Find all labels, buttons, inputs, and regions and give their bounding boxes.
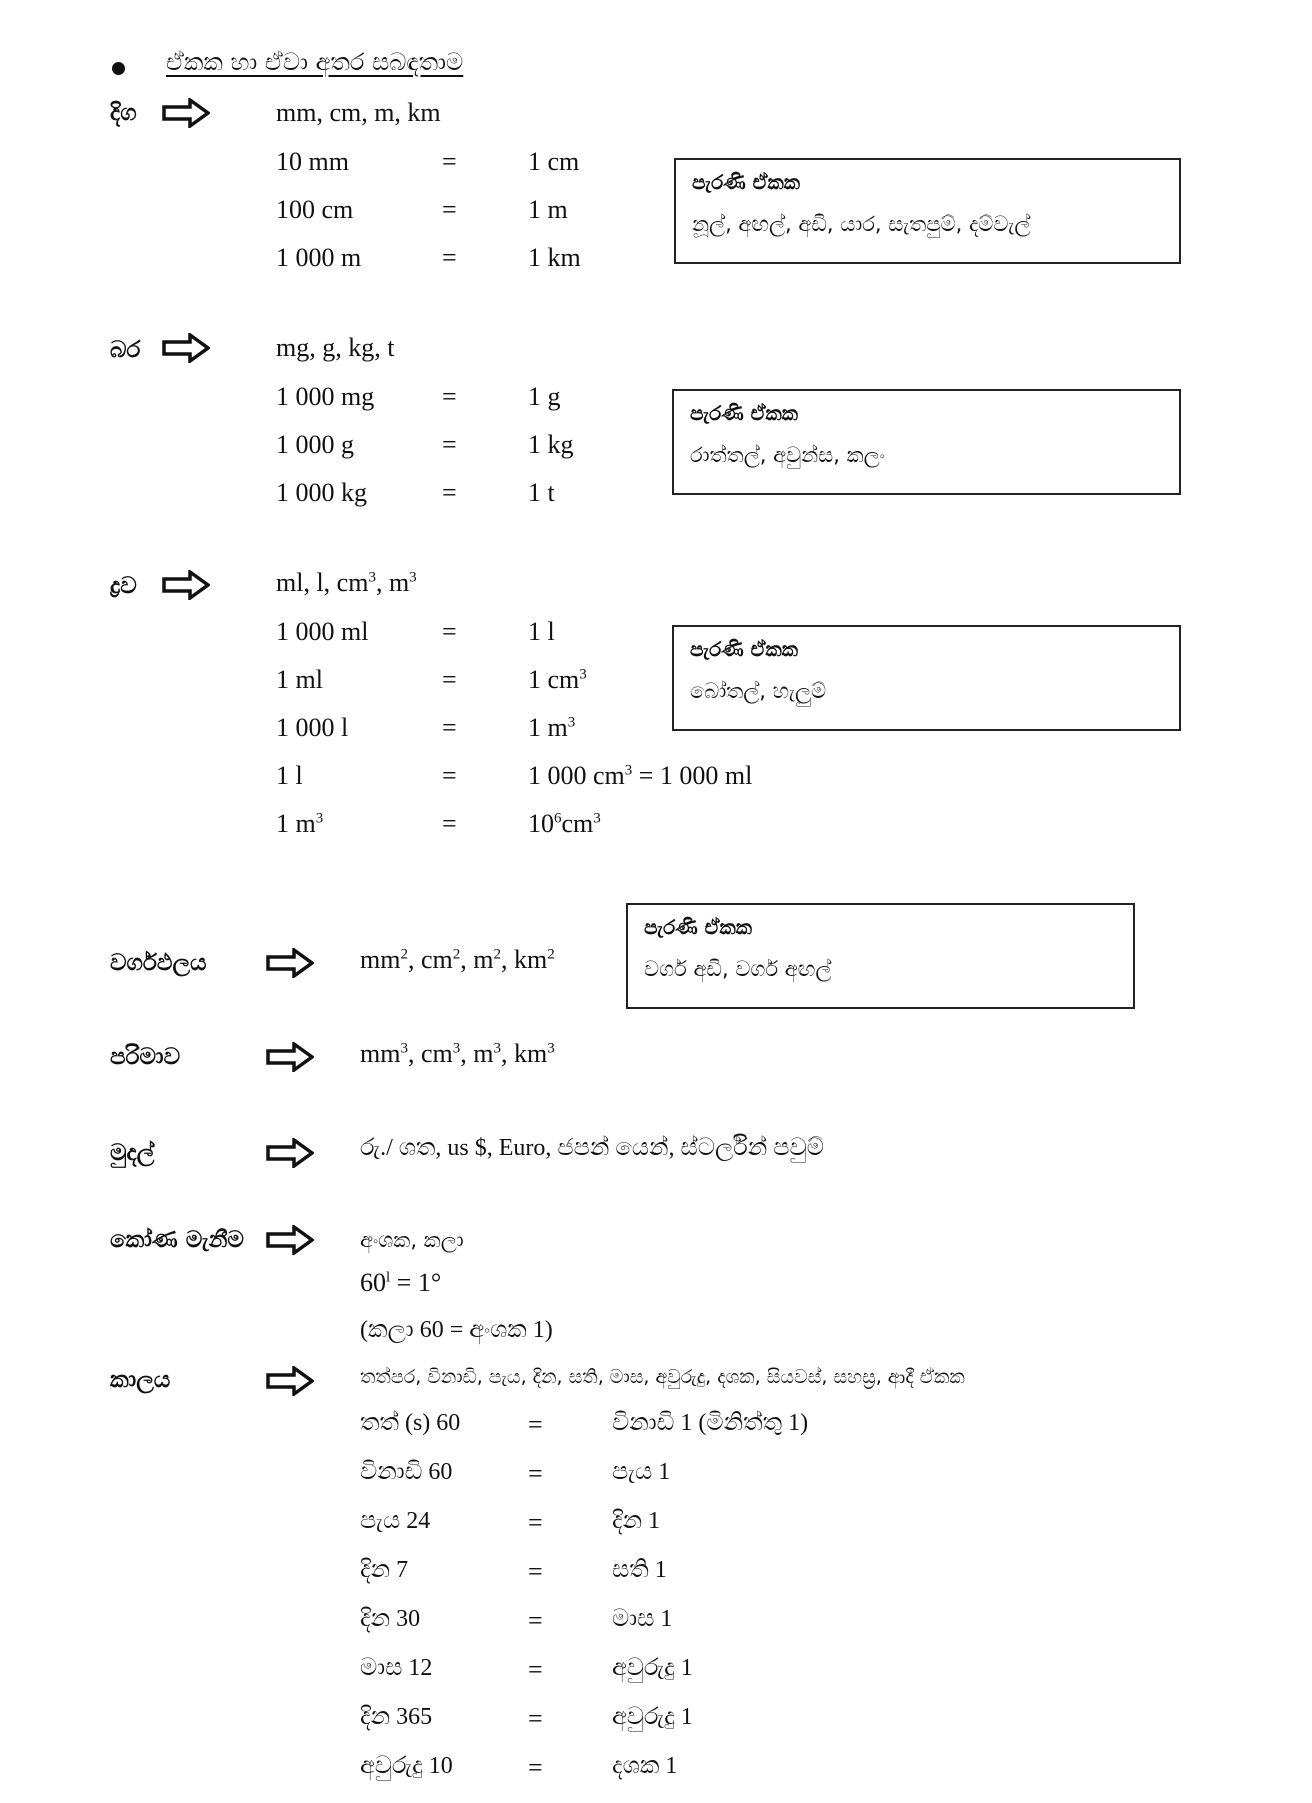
equals-sign: =: [442, 382, 457, 411]
money-label: මුදල්: [110, 1140, 155, 1166]
angle-note: (කලා 60 = අංශක 1): [360, 1317, 553, 1343]
right-arrow-icon: [162, 570, 210, 600]
equals-sign: =: [528, 1557, 543, 1586]
row-left: පැය 24: [360, 1508, 431, 1534]
row-right: 1 000 $cm^3 = 1$ 000 ml: [528, 761, 753, 790]
equals-sign: =: [528, 1753, 543, 1782]
equals-sign: =: [528, 1508, 543, 1537]
equals-sign: =: [442, 430, 457, 459]
box-title: පැරණි ඒකක: [690, 637, 799, 661]
right-arrow-icon: [266, 1138, 314, 1168]
equals-sign: =: [442, 243, 457, 272]
equals-sign: =: [442, 478, 457, 507]
row-right: $10^6cm^3$: [528, 809, 601, 838]
equals-sign: =: [442, 713, 457, 742]
volume-label: පරිමාව: [110, 1044, 181, 1070]
row-left: 1 000 kg: [276, 478, 367, 507]
row-left: දින 30: [360, 1606, 421, 1632]
box-title: පැරණි ඒකක: [644, 915, 753, 939]
box-text: රාත්තල්, අවුන්ස, කලං: [690, 443, 886, 467]
row-right: විනාඩි 1 (මිනිත්තු 1): [612, 1410, 809, 1436]
equals-sign: =: [442, 195, 457, 224]
right-arrow-icon: [266, 1225, 314, 1255]
right-arrow-icon: [266, 948, 314, 978]
row-right: දින 1: [612, 1508, 661, 1534]
mass-units: mg, g, kg, t: [276, 333, 395, 362]
money-units: රු./ ශත, us $, Euro, ජපන් යෙන්, ස්ටර්ලින් පවුම්: [360, 1135, 825, 1161]
box-text: වර්ග අඩි, වර්ග අඟල්: [644, 957, 832, 981]
row-left: අවුරුදු 10: [360, 1753, 453, 1779]
row-right: සති 1: [612, 1557, 667, 1583]
row-left: 1 ml: [276, 665, 323, 694]
old-units-box-length: [674, 158, 1181, 264]
row-left: 1 000 l: [276, 713, 349, 742]
row-left: තත් (s) 60: [360, 1410, 461, 1436]
row-left: 1 000 ml: [276, 617, 369, 646]
row-left: 100 cm: [276, 195, 354, 224]
old-units-box-liquid: [672, 625, 1181, 731]
row-right: 1 cm: [528, 147, 580, 176]
equals-sign: =: [528, 1655, 543, 1684]
row-right: පැය 1: [612, 1459, 671, 1485]
area-units: $mm^2$, $cm^2$, $m^2$, $km^2$: [360, 945, 555, 974]
angle-label: කෝණ මැනීම: [110, 1227, 244, 1253]
liquid-label: ද්‍රව: [110, 573, 137, 599]
angle-equation: $60^l = 1^\circ$: [360, 1268, 442, 1297]
right-arrow-icon: [162, 98, 210, 128]
right-arrow-icon: [162, 333, 210, 363]
row-left: 10 mm: [276, 147, 349, 176]
row-left: විනාඩි 60: [360, 1459, 453, 1485]
right-arrow-icon: [266, 1042, 314, 1072]
row-left: 1 000 g: [276, 430, 354, 459]
row-right: 1 $m^3$: [528, 713, 576, 742]
length-units: mm, cm, m, km: [276, 98, 441, 127]
right-arrow-icon: [266, 1366, 314, 1396]
box-title: පැරණි ඒකක: [692, 170, 801, 194]
mass-label: බර: [110, 337, 141, 363]
box-text: බෝතල්, හැලුම්: [690, 679, 827, 703]
bullet-icon: [112, 62, 125, 75]
page-title: ඒකක හා ඒවා අතර සබඳතාම: [166, 48, 464, 76]
row-right: 1 g: [528, 382, 561, 411]
row-right: 1 t: [528, 478, 555, 507]
row-right: අවුරුදු 1: [612, 1704, 693, 1730]
row-right: 1 km: [528, 243, 581, 272]
equals-sign: =: [528, 1704, 543, 1733]
equals-sign: =: [442, 761, 457, 790]
row-left: 1 000 mg: [276, 382, 375, 411]
row-right: දශක 1: [612, 1753, 678, 1779]
row-left: 1 000 m: [276, 243, 362, 272]
time-label: කාලය: [110, 1367, 171, 1393]
row-right: මාස 1: [612, 1606, 673, 1632]
row-left: 1 l: [276, 761, 303, 790]
row-right: අවුරුදු 1: [612, 1655, 693, 1681]
liquid-units: ml, l, $cm^3$, $m^3$: [276, 568, 417, 597]
angle-units: අංශක, කලා: [360, 1228, 464, 1252]
old-units-box-area: [626, 903, 1135, 1009]
box-title: පැරණි ඒකක: [690, 401, 799, 425]
row-left: දින 365: [360, 1704, 433, 1730]
equals-sign: =: [442, 147, 457, 176]
equals-sign: =: [442, 809, 457, 838]
row-right: 1 kg: [528, 430, 574, 459]
old-units-box-mass: [672, 389, 1181, 495]
volume-units: $mm^3$, $cm^3$, $m^3$, $km^3$: [360, 1039, 555, 1068]
row-right: 1 m: [528, 195, 568, 224]
length-label: දිග: [110, 100, 137, 126]
row-right: 1 $cm^3$: [528, 665, 587, 694]
equals-sign: =: [528, 1410, 543, 1439]
equals-sign: =: [528, 1606, 543, 1635]
row-left: මාස 12: [360, 1655, 433, 1681]
area-label: වර්ගඵලය: [110, 950, 207, 976]
box-text: නූල්, අඟල්, අඩි, යාර, සැතපුම්, දම්වැල්: [692, 212, 1031, 236]
row-left: 1 $m^3$: [276, 809, 324, 838]
time-units: තත්පර, විනාඩි, පැය, දින, සති, මාස, අවුරුදු, දශක, සියවස්, සහස්‍ර, ආදී ඒකක: [360, 1366, 965, 1388]
equals-sign: =: [528, 1459, 543, 1488]
row-left: දින 7: [360, 1557, 409, 1583]
equals-sign: =: [442, 665, 457, 694]
equals-sign: =: [442, 617, 457, 646]
row-right: 1 l: [528, 617, 555, 646]
